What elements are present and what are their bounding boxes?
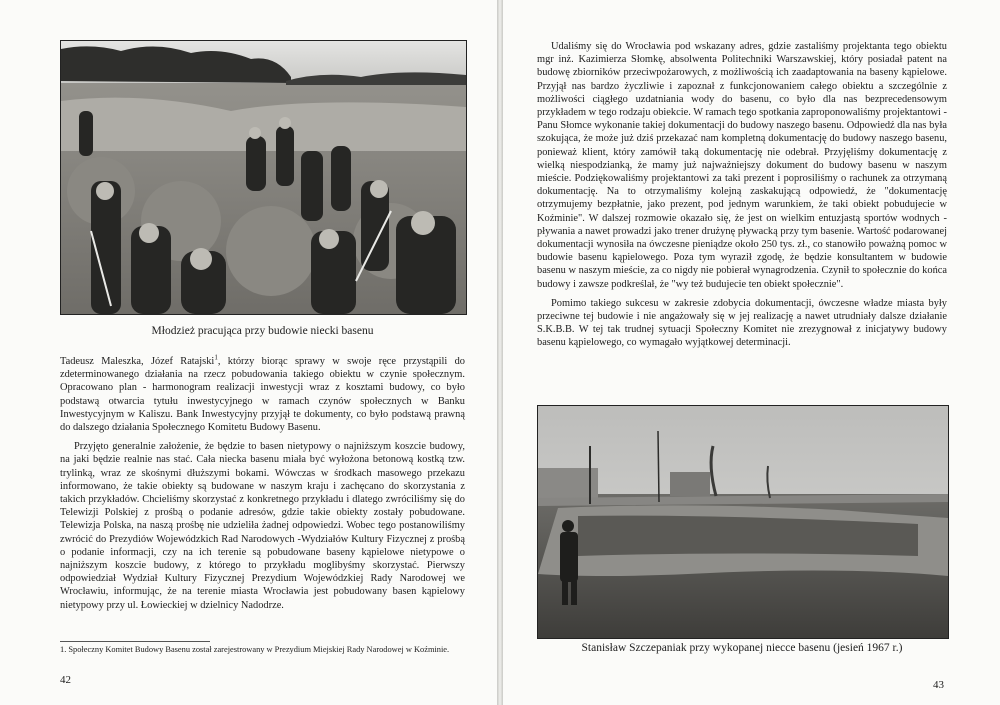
footnote-text: Społeczny Komitet Budowy Basenu został zarejestrowany w Prezydium Miejskiej Rady Narodowej w Koźminie. xyxy=(68,645,450,654)
page-number: 43 xyxy=(933,679,944,691)
paragraph-text: Tadeusz Maleszka, Józef Ratajski xyxy=(60,356,215,367)
page-number: 42 xyxy=(60,674,71,686)
photo-youth-working xyxy=(60,40,467,315)
footnote-number: 1. xyxy=(60,645,67,654)
footnote-divider xyxy=(60,641,210,642)
paragraph: Udaliśmy się do Wrocławia pod wskazany adres, gdzie zastaliśmy projektanta tego obiektu mgr inż. Kazimierza Słomkę, absolwenta Politechniki Warszawskiej, który posiadał patent na budowę zbiorników przeciwpożarowych, z możliwością ich zaadaptowania na baseny kąpielowe. Przyjął nas bardzo życzliwie i zapoznał z funkcjonowaniem całego obiektu a szczególnie z możliwości ciągłego uzdatniania wody do basenu, co było dla nas bezprecedensowym przykładem w tego rodzaju obiekcie. W ramach tego spotkania zaproponowaliśmy projektantowi - Panu Słomce wykonanie takiej dokumentacji do budowy naszego basenu. Odpowiedź dla nas była szokująca, że może już dziś przekazać nam kompletną dokumentację do budowy naszego basenu, ponieważ klient, który zamówił taką dokumentację nie odebrał. Przyjęliśmy dokumentację z wielką niespodzianką, że mamy już najważniejszy dokument do budowy basenu w naszym mieście. Podziękowaliśmy projektantowi za taki prezent i poprosiliśmy o rachunek za otrzymaną dokumentację. Na to otrzymaliśmy kolejną zaskakującą odpowiedź, że "dokumentację otrzymujemy bezpłatnie, jako prezent, pod jednym warunkiem, że taki obiekt pobudujecie w Koźminie". W dalszej rozmowie okazało się, że jest on wielkim entuzjastą sportów wodnych - pływania a nawet prowadzi jako trener drużynę pływacką przy tym basenie. Wartość podarowanej dokumentacji wynosiła na ówczesne pieniądze około 250 tys. zł., co stanowiło poważną pomoc w budowie basenu kąpielowego. Poza tym wyraził zgodę, że będzie konsultantem w budowie basenu w naszym mieście, za co nigdy nie pobierał wynagrodzenia. Czynił to społecznie do końca budowy i zawsze podkreślał, że "wy też budujecie ten obiekt społecznie". xyxy=(537,41,947,290)
paragraph xyxy=(60,355,465,434)
right-body-text xyxy=(537,40,947,356)
paragraph: Przyjęto generalnie założenie, że będzie to basen nietypowy o najniższym koszcie budowy, na jaki będzie realnie nas stać. Cała niecka basenu miała być wyłożona betonową kostką tzw. trylinką, wraz ze skośnymi dłuższymi bokami. Wówczas w środkach masowego przekazu informowano, że takie obiekty są budowane w naszym kraju i zachęcano do skorzystania z takich przykładów. Chcieliśmy skorzystać z konkretnego przykładu i dlatego zwróciliśmy się do Telewizji Polskiej z prośbą o podanie adresów, gdzie takie obiekty zostały pobudowane. Telewizja Polska, na naszą prośbę nie udzieliła żadnej odpowiedzi. Wobec tego postanowiliśmy zwrócić do Prezydiów Wojewódzkich Rad Narodowych -Wydziałów Kultury Fizycznej z prośbą o podanie informacji, czy na ich terenie są pobudowane baseny kąpielowe nietypowe o najniższym koszcie budowy, z którego to przykładu moglibyśmy skorzystać. Pierwszy odpowiedział Wydział Kultury Fizycznej Prezydium Wojewódzkiej Rady Narodowej we Wrocławiu, informując, że na terenie miasta Wrocławia jest pobudowany basen kąpielowy nietypowy przy ul. Łowieckiej w dzielnicy Nadodrze. xyxy=(60,441,465,611)
paragraph-text: , którzy biorąc sprawy w swoje ręce przystąpili do zdeterminowanego działania na rzecz pobudowania takiego obiektu w czynie społecznym. Opracowano plan - harmonogram realizacji inwestycji wraz z kosztami budowy, co było podstawą otwarcia tytułu inwestycyjnego w ramach czynów społecznych w Banku Inwestycyjnym w Kaliszu. Bank Inwestycyjny przyjął te dokumenty, co było podstawą prawną do dalszego działania Społecznego Komitetu Budowy Basenu. xyxy=(60,356,465,434)
footnote xyxy=(60,645,470,656)
paragraph: Pomimo takiego sukcesu w zakresie zdobycia dokumentacji, ówczesne władze miasta były przeciwne tej budowie i nie angażowały się w jej realizację a nawet utrudniały dalsze działanie S.K.B.B. W tej tak trudnej sytuacji Społeczny Komitet nie zrezygnował z inicjatywy budowy basenu kąpielowego, co wymagało wyjątkowej determinacji. xyxy=(537,297,947,349)
photo-excavated-pool xyxy=(537,405,949,639)
photo-caption: Stanisław Szczepaniak przy wykopanej niecce basenu (jesień 1967 r.) xyxy=(581,642,903,654)
left-page xyxy=(0,0,497,705)
left-body-text xyxy=(60,355,465,618)
photo-caption: Młodzież pracująca przy budowie niecki basenu xyxy=(151,325,374,337)
footnote-reference: 1 xyxy=(214,353,218,362)
right-page xyxy=(503,0,1000,705)
